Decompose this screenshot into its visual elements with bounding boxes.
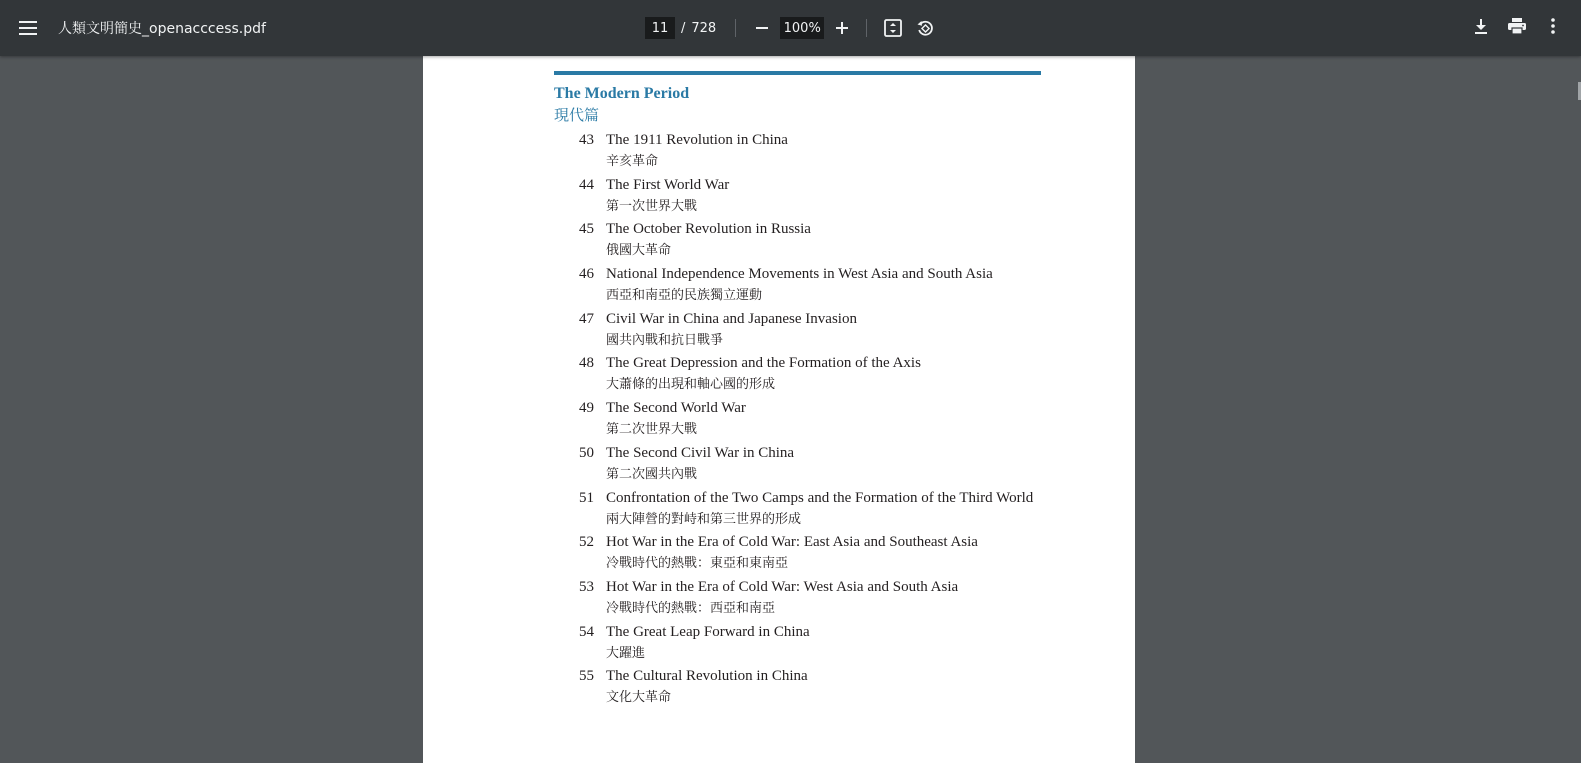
toc-item-title-zh: 俄國大革命 (606, 243, 672, 259)
toc-item-title-zh: 第二次國共內戰 (606, 466, 698, 482)
toc-item-number: 46 (579, 266, 594, 283)
toc-item-title-zh: 大蕭條的出現和軸心國的形成 (606, 377, 776, 393)
download-button[interactable] (1467, 12, 1495, 40)
toc-item (554, 445, 1054, 490)
toc-item-number: 45 (579, 221, 594, 238)
pdf-toolbar (0, 0, 1581, 56)
section-title-en: The Modern Period (554, 85, 690, 102)
section-rule (554, 71, 1041, 75)
menu-icon (19, 21, 37, 35)
zoom-input[interactable] (780, 17, 824, 39)
toc-item-number: 54 (579, 623, 594, 640)
vertical-scrollbar[interactable] (1567, 56, 1581, 763)
toc-item (554, 311, 1054, 356)
zoom-in-button[interactable] (828, 14, 856, 42)
toc-item-title-zh: 冷戰時代的熱戰：東亞和東南亞 (606, 556, 789, 572)
toc-item-number: 50 (579, 444, 594, 461)
toc-item (554, 534, 1054, 579)
zoom-out-button[interactable] (748, 14, 776, 42)
toc-item-title-zh: 冷戰時代的熱戰：西亞和南亞 (606, 600, 776, 616)
plus-icon (835, 21, 849, 35)
toc-item-title-zh: 大躍進 (606, 645, 646, 661)
toc-item-title-zh: 西亞和南亞的民族獨立運動 (606, 288, 763, 304)
toc-item (554, 132, 1054, 177)
toc-item-title-en: National Independence Movements in West Asia and South Asia (606, 266, 993, 283)
toc-item-number: 43 (579, 132, 594, 148)
print-button[interactable] (1503, 12, 1531, 40)
toc-item (554, 579, 1054, 624)
toc-item-title-en: Hot War in the Era of Cold War: West Asia and South Asia (606, 578, 959, 595)
toolbar-divider (735, 19, 736, 37)
rotate-button[interactable] (911, 14, 939, 42)
toc-item (554, 624, 1054, 669)
more-vertical-icon (1551, 18, 1555, 34)
toc-item-title-en: The Second Civil War in China (606, 444, 795, 461)
toc-item-number: 51 (579, 489, 594, 506)
page-separator: / (681, 20, 686, 36)
toc-item-title-en: The October Revolution in Russia (606, 221, 811, 238)
page-zoom-controls (645, 15, 939, 41)
table-of-contents (554, 132, 1054, 713)
toc-item-title-en: Confrontation of the Two Camps and the Formation of the Third World (606, 489, 1034, 506)
toc-item-title-zh: 文化大革命 (606, 690, 672, 706)
download-icon (1473, 18, 1489, 34)
toc-item-number: 47 (579, 310, 594, 327)
toc-item (554, 490, 1054, 535)
toc-item-title-zh: 第二次世界大戰 (606, 422, 698, 438)
document-title: 人類文明簡史_openacccess.pdf (58, 21, 266, 37)
toc-item-title-zh: 兩大陣營的對峙和第三世界的形成 (606, 511, 802, 527)
print-icon (1508, 18, 1526, 34)
toc-item-title-zh: 辛亥革命 (606, 154, 659, 169)
toc-item (554, 177, 1054, 222)
toc-item-number: 55 (579, 668, 594, 685)
toc-item (554, 400, 1054, 445)
toc-item-number: 49 (579, 400, 594, 417)
section-title-zh: 現代篇 (554, 106, 600, 124)
toolbar-divider (866, 19, 867, 37)
toc-item (554, 668, 1054, 713)
total-pages: 728 (691, 20, 717, 36)
toc-item-title-en: Hot War in the Era of Cold War: East Asia and Southeast Asia (606, 534, 978, 551)
fit-to-page-icon (884, 19, 902, 37)
toolbar-actions (1467, 12, 1567, 40)
minus-icon (755, 21, 769, 35)
pdf-page (423, 56, 1135, 763)
toc-item-title-en: The 1911 Revolution in China (606, 132, 788, 148)
toc-item (554, 221, 1054, 266)
toc-item-number: 53 (579, 578, 594, 595)
toc-item (554, 266, 1054, 311)
toc-item (554, 355, 1054, 400)
more-actions-button[interactable] (1539, 12, 1567, 40)
rotate-counterclockwise-icon (916, 19, 934, 37)
toc-item-number: 52 (579, 534, 594, 551)
toc-item-title-en: The Cultural Revolution in China (606, 668, 808, 685)
toc-item-title-en: The First World War (606, 176, 730, 193)
fit-to-page-button[interactable] (879, 14, 907, 42)
toc-item-title-en: Civil War in China and Japanese Invasion (606, 310, 857, 327)
toc-item-title-en: The Second World War (606, 400, 746, 417)
menu-button[interactable] (12, 12, 44, 44)
toc-item-title-en: The Great Leap Forward in China (606, 623, 810, 640)
toc-item-title-en: The Great Depression and the Formation of the Axis (606, 355, 921, 372)
toc-item-title-zh: 國共內戰和抗日戰爭 (606, 332, 724, 348)
toc-item-number: 48 (579, 355, 594, 372)
toc-item-title-zh: 第一次世界大戰 (606, 198, 698, 214)
toc-item-number: 44 (579, 176, 594, 193)
page-number-input[interactable] (645, 17, 675, 39)
